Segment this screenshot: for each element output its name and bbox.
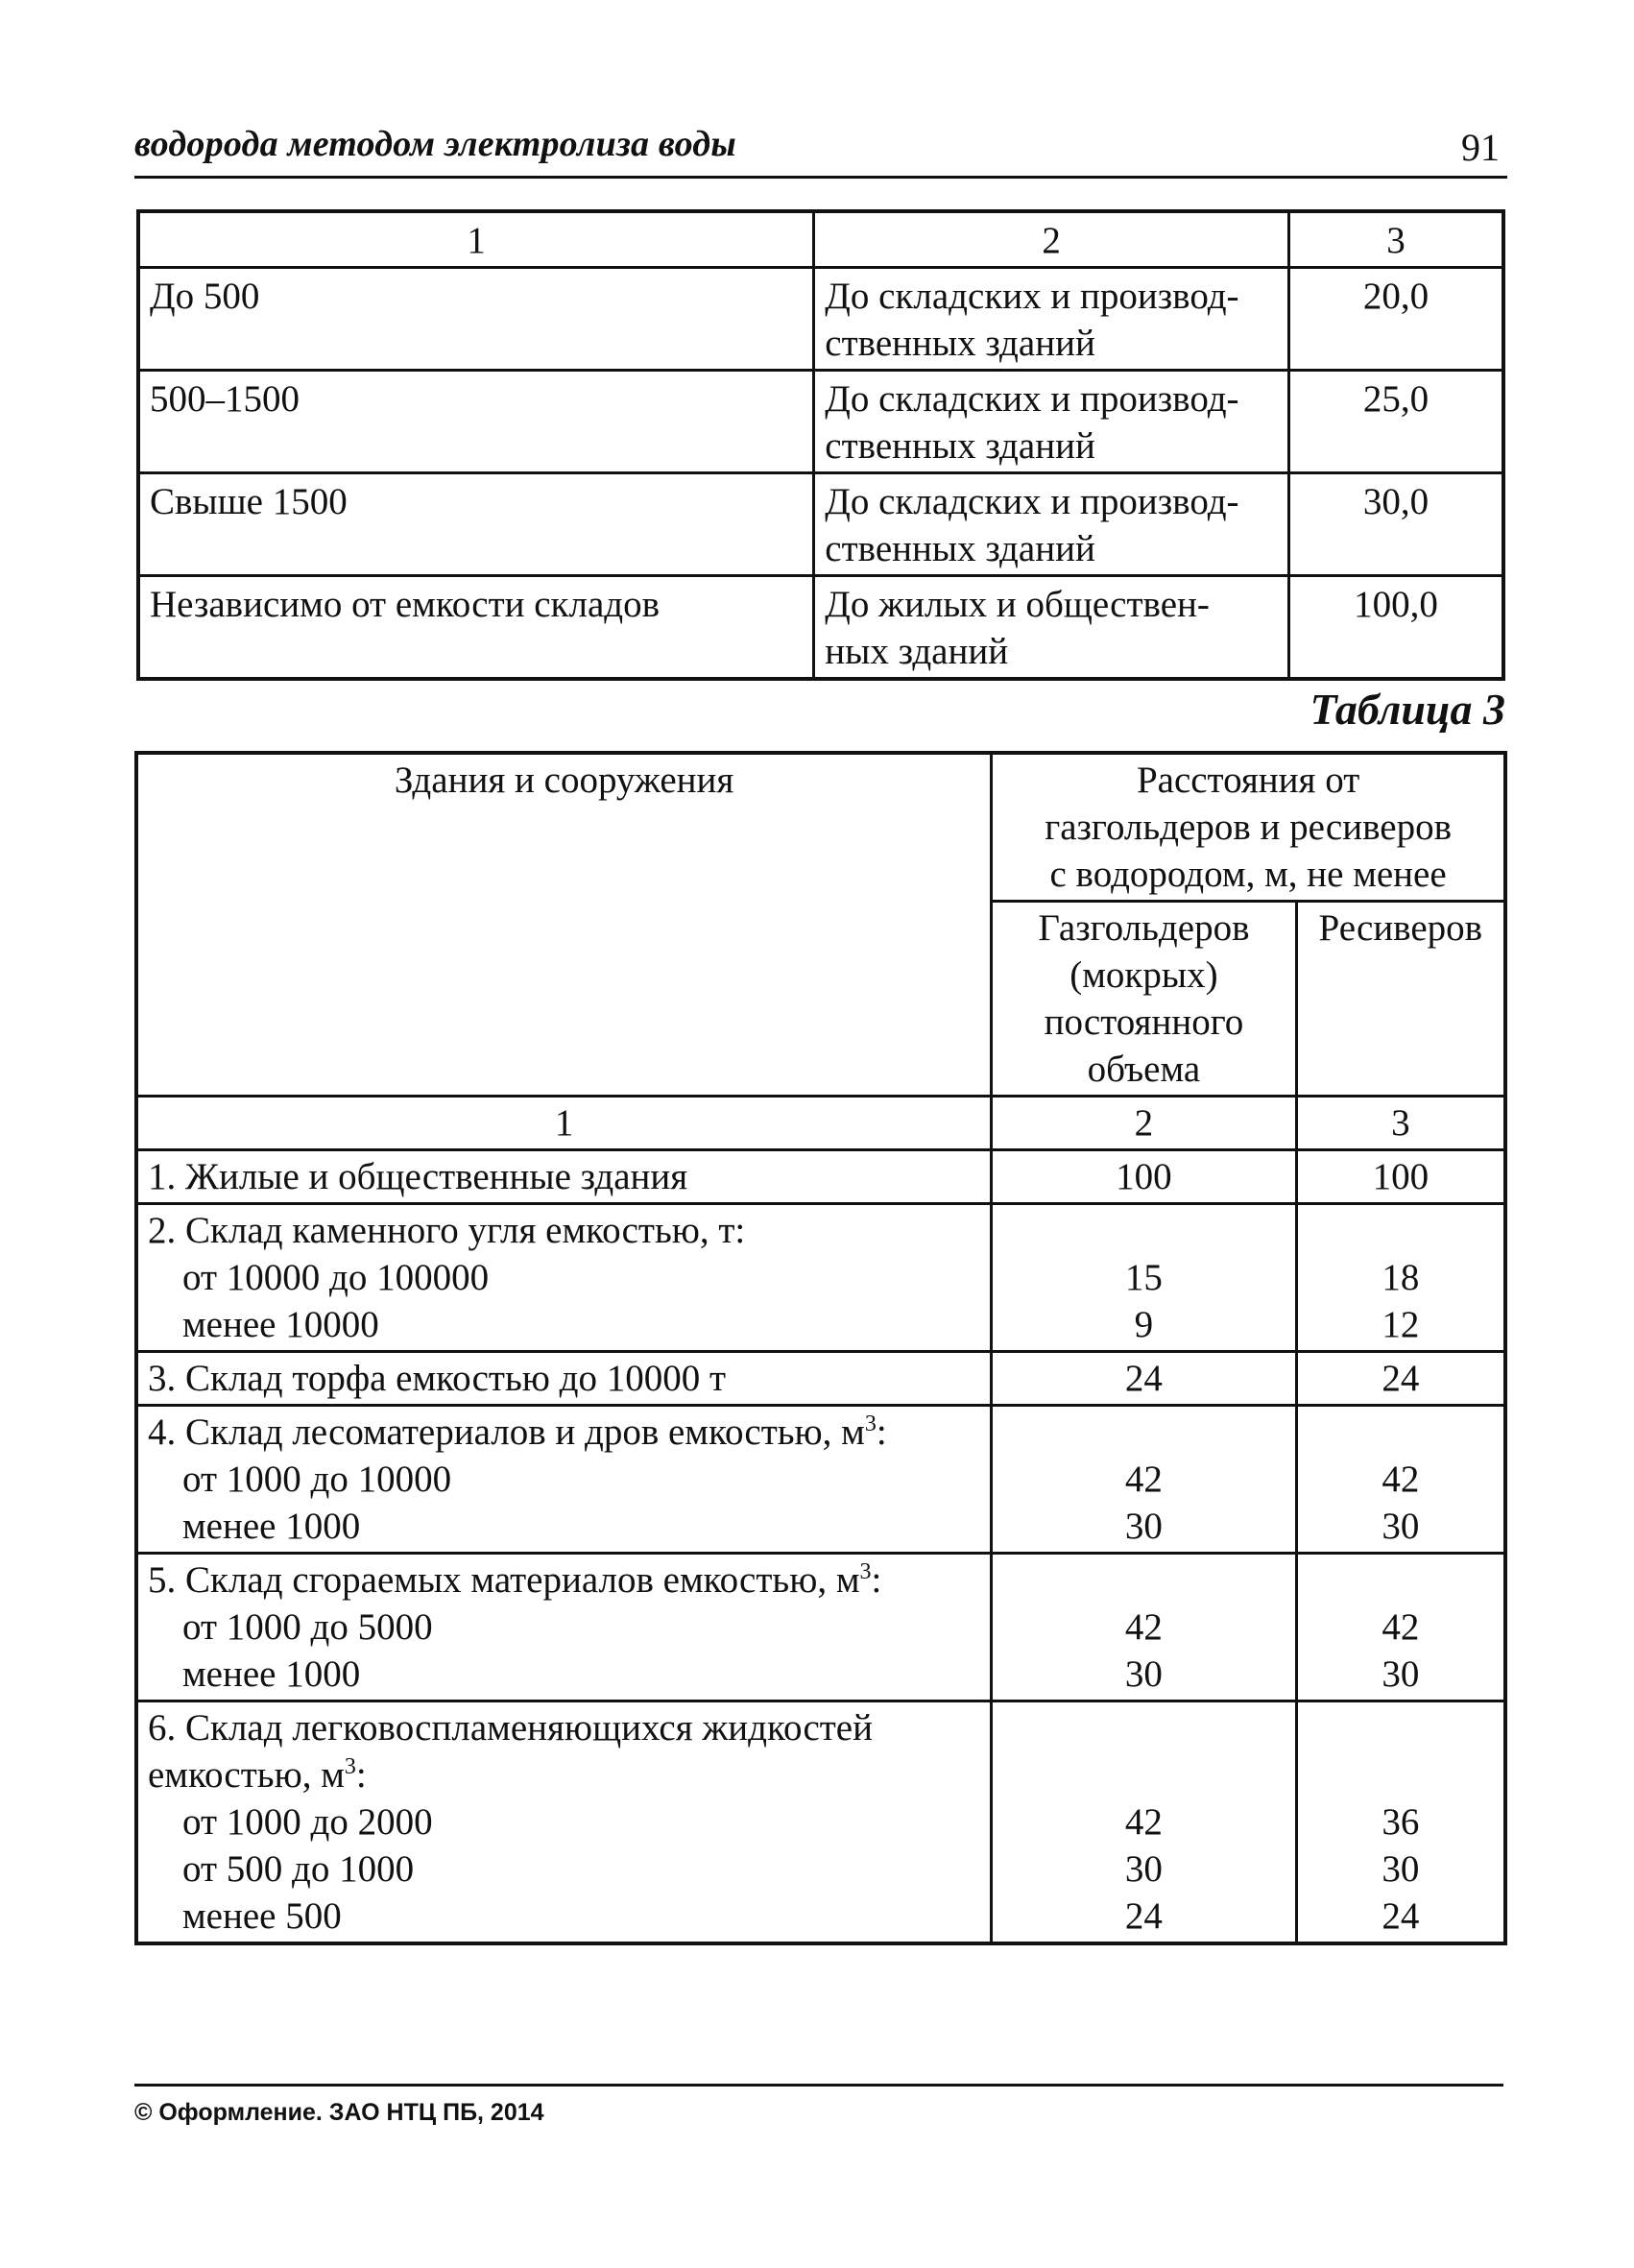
gasholder-value: 24 (992, 1352, 1296, 1406)
value-line: 30 (1124, 1506, 1163, 1547)
head-buildings: Здания и сооружения (136, 753, 992, 1097)
head-distance (992, 753, 1505, 902)
row-title: емкостью, $м^3$: (148, 1754, 367, 1796)
distance-cell: 20,0 (1289, 268, 1504, 371)
col-number-2: 2 (992, 1097, 1296, 1150)
table-row (138, 473, 1503, 576)
row-label: 1. Жилые и общественные здания (136, 1150, 992, 1204)
value-line: 15 (1124, 1257, 1163, 1298)
table-row (138, 268, 1503, 371)
table-caption: Таблица 3 (1310, 685, 1505, 734)
row-label: 3. Склад торфа емкостью до 10000 т (136, 1352, 992, 1406)
table-row (136, 1352, 1505, 1406)
sub-label: менее 1000 (182, 1506, 361, 1547)
head-gasholders-line: постоянного (1044, 1001, 1244, 1043)
header-row (136, 753, 1505, 902)
gasholder-value (992, 1554, 1296, 1701)
value-line: 42 (1124, 1801, 1163, 1843)
sub-label: менее 500 (182, 1895, 342, 1937)
table-3 (134, 751, 1507, 1945)
gasholder-value (992, 1701, 1296, 1944)
row-title: 4. Склад лесоматериалов и дров емкостью, $м^3$: (148, 1411, 887, 1453)
head-gasholders-line: Газгольдеров (1038, 907, 1250, 949)
col-number-1: 1 (136, 1097, 992, 1150)
row-label (136, 1554, 992, 1701)
sub-label: от 1000 до 5000 (182, 1606, 433, 1648)
target-cell (814, 473, 1289, 576)
target-line: До складских и производ- (825, 276, 1239, 317)
value-line: 12 (1382, 1304, 1420, 1345)
footer-rule (134, 2084, 1503, 2087)
sub-label: от 10000 до 100000 (182, 1257, 490, 1298)
table-row (136, 1150, 1505, 1204)
table-row (136, 1406, 1505, 1554)
sub-label: от 500 до 1000 (182, 1848, 415, 1890)
target-line: До жилых и обществен- (825, 584, 1210, 625)
column-numbers-row (136, 1097, 1505, 1150)
capacity-cell: До 500 (138, 268, 814, 371)
target-line: До складских и производ- (825, 481, 1239, 522)
distance-cell: 100,0 (1289, 576, 1504, 680)
value-line: 18 (1382, 1257, 1420, 1298)
head-gasholders-line: объема (1087, 1049, 1201, 1090)
value-line: 42 (1124, 1459, 1163, 1500)
distance-cell: 30,0 (1289, 473, 1504, 576)
target-line: ственных зданий (825, 425, 1095, 467)
sub-label: менее 10000 (182, 1304, 379, 1345)
target-line: ственных зданий (825, 528, 1095, 569)
value-line: 30 (1124, 1848, 1163, 1890)
capacity-cell: 500–1500 (138, 371, 814, 473)
receiver-value (1296, 1204, 1505, 1352)
head-receivers: Ресиверов (1296, 902, 1505, 1097)
row-label (136, 1701, 992, 1944)
target-cell (814, 268, 1289, 371)
table-row (138, 576, 1503, 680)
head-gasholders (992, 902, 1296, 1097)
gasholder-value (992, 1406, 1296, 1554)
header-title: водорода методом электролиза воды (134, 124, 736, 164)
target-line: ных зданий (825, 631, 1009, 672)
table-row (136, 1554, 1505, 1701)
header-rule (134, 176, 1507, 179)
row-label (136, 1406, 992, 1554)
value-line: 9 (1134, 1304, 1154, 1345)
value-line: 30 (1382, 1506, 1420, 1547)
value-line: 30 (1382, 1848, 1420, 1890)
col-number-1: 1 (138, 211, 814, 268)
col-number-3: 3 (1296, 1097, 1505, 1150)
target-line: ственных зданий (825, 323, 1095, 364)
head-gasholders-line: (мокрых) (1069, 954, 1218, 996)
receiver-value: 100 (1296, 1150, 1505, 1204)
distance-cell: 25,0 (1289, 371, 1504, 473)
capacity-cell: Свыше 1500 (138, 473, 814, 576)
sub-label: менее 1000 (182, 1653, 361, 1695)
value-line: 42 (1382, 1606, 1420, 1648)
value-line: 30 (1124, 1653, 1163, 1695)
table-row (136, 1701, 1505, 1944)
previous-table-continuation (136, 209, 1505, 681)
value-line: 24 (1124, 1895, 1163, 1937)
row-label (136, 1204, 992, 1352)
target-cell (814, 371, 1289, 473)
head-distance-line: Расстояния от (1136, 760, 1360, 801)
table-row (138, 371, 1503, 473)
value-line: 30 (1382, 1653, 1420, 1695)
receiver-value (1296, 1406, 1505, 1554)
row-title: 5. Склад сгораемых материалов емкостью, $м^3$: (148, 1559, 882, 1601)
value-line: 42 (1124, 1606, 1163, 1648)
capacity-cell: Независимо от емкости складов (138, 576, 814, 680)
receiver-value (1296, 1701, 1505, 1944)
gasholder-value (992, 1204, 1296, 1352)
value-line: 24 (1382, 1895, 1420, 1937)
sub-label: от 1000 до 10000 (182, 1459, 452, 1500)
page-number: 91 (1461, 126, 1500, 169)
value-line: 42 (1382, 1459, 1420, 1500)
col-number-3: 3 (1289, 211, 1504, 268)
table-row (136, 1204, 1505, 1352)
target-cell (814, 576, 1289, 680)
gasholder-value: 100 (992, 1150, 1296, 1204)
head-distance-line: с водородом, м, не менее (1049, 854, 1447, 895)
row-title: 6. Склад легковоспламеняющихся жидкостей (148, 1707, 873, 1749)
target-line: До складских и производ- (825, 378, 1239, 420)
head-distance-line: газгольдеров и ресиверов (1045, 807, 1452, 848)
value-line: 36 (1382, 1801, 1420, 1843)
table-row (138, 211, 1503, 268)
col-number-2: 2 (814, 211, 1289, 268)
sub-label: от 1000 до 2000 (182, 1801, 433, 1843)
receiver-value (1296, 1554, 1505, 1701)
receiver-value: 24 (1296, 1352, 1505, 1406)
row-title: 2. Склад каменного угля емкостью, т: (148, 1210, 746, 1251)
footer-copyright: © Оформление. ЗАО НТЦ ПБ, 2014 (134, 2099, 544, 2126)
